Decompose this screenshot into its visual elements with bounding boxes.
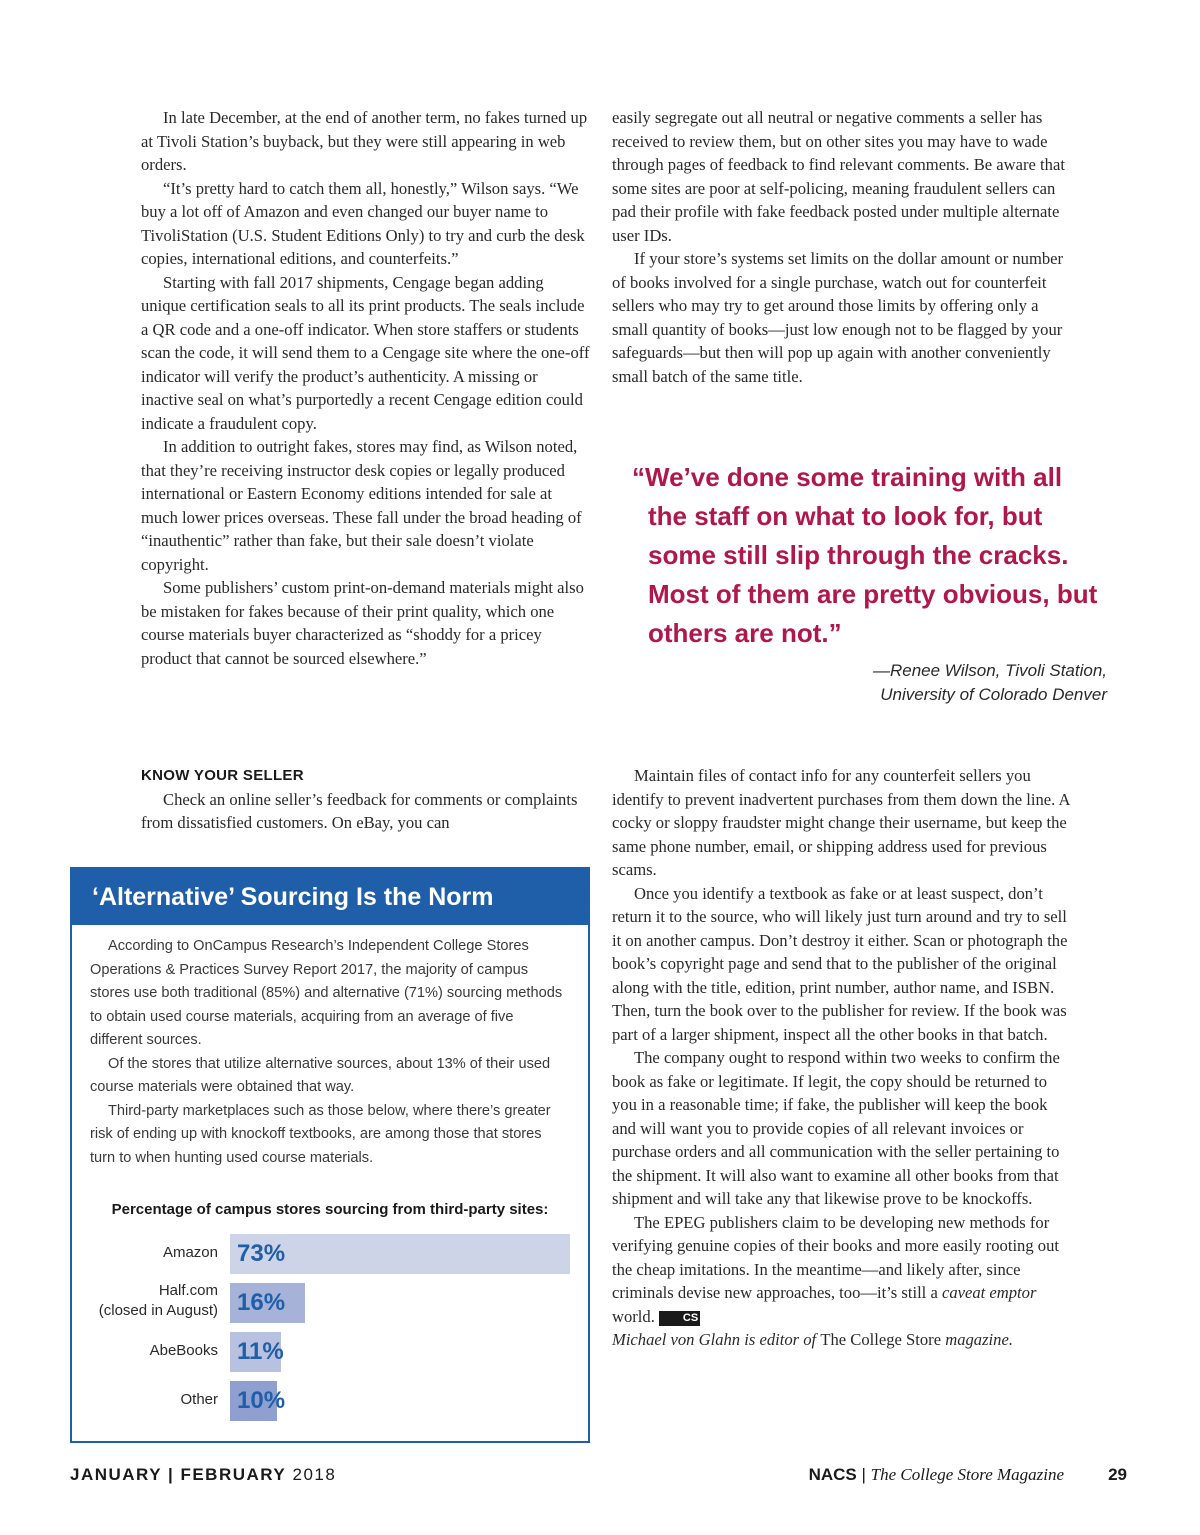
pull-quote-attribution	[760, 659, 1107, 707]
chart-row	[72, 1234, 588, 1278]
footer-separator: |	[856, 1465, 871, 1484]
article-column-left-mid	[141, 764, 581, 835]
footer-magazine: The College Store Magazine	[870, 1465, 1065, 1484]
text-run-italic: caveat emptor	[941, 1283, 1037, 1302]
page-number: 29	[1108, 1465, 1127, 1484]
paragraph: “It’s pretty hard to catch them all, honestly,” Wilson says. “We buy a lot off of Amazon and even changed our buyer name to TivoliStation (U.S. Student Editions Only) to try and curb the desk copies, international editions, and counterfeits.”	[141, 178, 585, 268]
bar-category-line: Other	[180, 1391, 218, 1408]
attribution-line: —Renee Wilson, Tivoli Station,	[872, 661, 1107, 680]
sidebar-paragraph: Of the stores that utilize alternative sources, about 13% of their used course materials were obtained that way.	[90, 1055, 551, 1095]
article-column-right-top	[612, 106, 1072, 388]
bar-category-label	[58, 1281, 218, 1321]
sidebar-body	[72, 925, 588, 1170]
paragraph: Once you identify a textbook as fake or at least suspect, don’t return it to the source, who will likely just turn around and try to sell it on another campus. Don’t destroy it either. Scan or photograph the book’s copyright page and send that to the publisher of the original along with the title, edition, print number, author name, and ISBN. Then, turn the book over to the publisher for review. If the book was part of a larger shipment, inspect all the other books in that batch.	[612, 883, 1068, 1044]
pull-quote	[632, 458, 1102, 653]
chart-row	[72, 1381, 588, 1425]
bar-category-line: Amazon	[162, 1244, 218, 1261]
paragraph: Starting with fall 2017 shipments, Cengage began adding unique certification seals to all its print products. The seals include a QR code and a one-off indicator. When store staffers or students scan the code, it will send them to a Cengage site where the one-off indicator will verify the product’s authenticity. A missing or inactive seal on what’s purportedly a recent Cengage edition could indicate a fraudulent copy.	[141, 272, 590, 433]
footer-year: 2018	[286, 1465, 337, 1484]
bar-category-label	[58, 1243, 218, 1263]
chart-title: Percentage of campus stores sourcing from third-party sites:	[111, 1201, 549, 1218]
sidebar-paragraph: Third-party marketplaces such as those below, where there’s greater risk of ending up with knockoff textbooks, are among those that stores turn to when hunting used course materials.	[90, 1102, 551, 1166]
pull-quote-text: “We’ve done some training with all the staff on what to look for, but some still slip through the cracks. Most of them are pretty obvious, but others are not.”	[632, 462, 1098, 648]
article-column-right-bottom	[612, 764, 1072, 1352]
bar-category-label	[58, 1341, 218, 1361]
end-mark: CS	[659, 1311, 700, 1326]
bar-category-line: AbeBooks	[149, 1342, 218, 1359]
text-run: Michael von Glahn is editor of	[612, 1330, 821, 1349]
author-byline	[612, 1328, 1072, 1352]
paragraph: Some publishers’ custom print-on-demand materials might also be mistaken for fakes because of their print quality, which one course materials buyer characterized as “shoddy for a pricey product that cannot be sourced elsewhere.”	[141, 578, 584, 668]
paragraph: Maintain files of contact info for any counterfeit sellers you identify to prevent inadvertent purchases from them down the line. A cocky or sloppy fraudster might change their username, but keep the same phone number, email, or shipping address used for previous scams.	[612, 766, 1070, 879]
paragraph: Check an online seller’s feedback for comments or complaints from dissatisfied customers. On eBay, you can	[141, 789, 578, 832]
bar-value-label: 11%	[237, 1338, 284, 1365]
bar-value-label: 10%	[237, 1387, 286, 1414]
chart-row	[72, 1283, 588, 1327]
paragraph	[612, 1211, 1072, 1329]
footer-month: JANUARY | FEBRUARY	[70, 1465, 287, 1484]
footer-publication	[809, 1465, 1127, 1485]
bar-value-label: 16%	[237, 1289, 286, 1316]
text-run: world.	[612, 1306, 655, 1326]
bar-category-line: (closed in August)	[98, 1302, 218, 1319]
sidebar-title: ‘Alternative’ Sourcing Is the Norm	[72, 869, 588, 925]
text-run: The College Store	[820, 1330, 942, 1349]
bar-category-label	[58, 1390, 218, 1410]
footer-date	[70, 1465, 336, 1485]
bar-value-label: 73%	[237, 1240, 286, 1267]
paragraph: easily segregate out all neutral or negative comments a seller has received to review them, but on other sites you may have to wade through pages of feedback to find relevant comments. Be aware that some sites are poor at self-policing, meaning fraudulent sellers can pad their profile with fake feedback posted under multiple alternate user IDs.	[612, 108, 1065, 245]
article-column-left-top	[141, 106, 591, 670]
chart-row	[72, 1332, 588, 1376]
paragraph: In late December, at the end of another term, no fakes turned up at Tivoli Station’s buyback, but they were still appearing in web orders.	[141, 108, 588, 174]
footer-org: NACS	[808, 1465, 857, 1484]
paragraph: In addition to outright fakes, stores may find, as Wilson noted, that they’re receiving instructor desk copies or legally produced international or Eastern Economy editions intended for sale at much lower prices overseas. These fall under the broad heading of “inauthentic” rather than fake, but their sale doesn’t violate copyright.	[141, 437, 582, 574]
paragraph: If your store’s systems set limits on the dollar amount or number of books involved for a single purchase, watch out for counterfeit sellers who may try to get around those limits by offering only a small quantity of books—just low enough not to be flagged by your safeguards—but then will pop up again with another conveniently small batch of the same title.	[612, 249, 1064, 386]
attribution-line: University of Colorado Denver	[880, 685, 1107, 704]
text-run: magazine.	[941, 1330, 1013, 1349]
sidebar-paragraph: According to OnCampus Research’s Independent College Stores Operations & Practices Survey Report 2017, the majority of campus stores use both traditional (85%) and alternative (71%) sourcing methods to obtain used course materials, acquiring from an average of five different sources.	[90, 938, 563, 1048]
text-run: The EPEG publishers claim to be developing new methods for verifying genuine copies of their books and more easily rooting out the cheap imitations. In the meantime—and likely after, since criminals devise new approaches, too—it’s still a	[612, 1212, 1060, 1302]
sidebar-box	[70, 867, 590, 1443]
paragraph: The company ought to respond within two weeks to confirm the book as fake or legitimate. If legit, the copy should be returned to you in a reasonable time; if fake, the publisher will keep the book and will want you to provide copies of all relevant invoices or purchase orders and all communication with the seller pertaining to the shipment. It will also want to examine all other books from that shipment and will take any that likewise prove to be knockoffs.	[612, 1048, 1060, 1208]
section-heading: KNOW YOUR SELLER	[141, 767, 304, 784]
bar-category-line: Half.com	[158, 1282, 218, 1299]
